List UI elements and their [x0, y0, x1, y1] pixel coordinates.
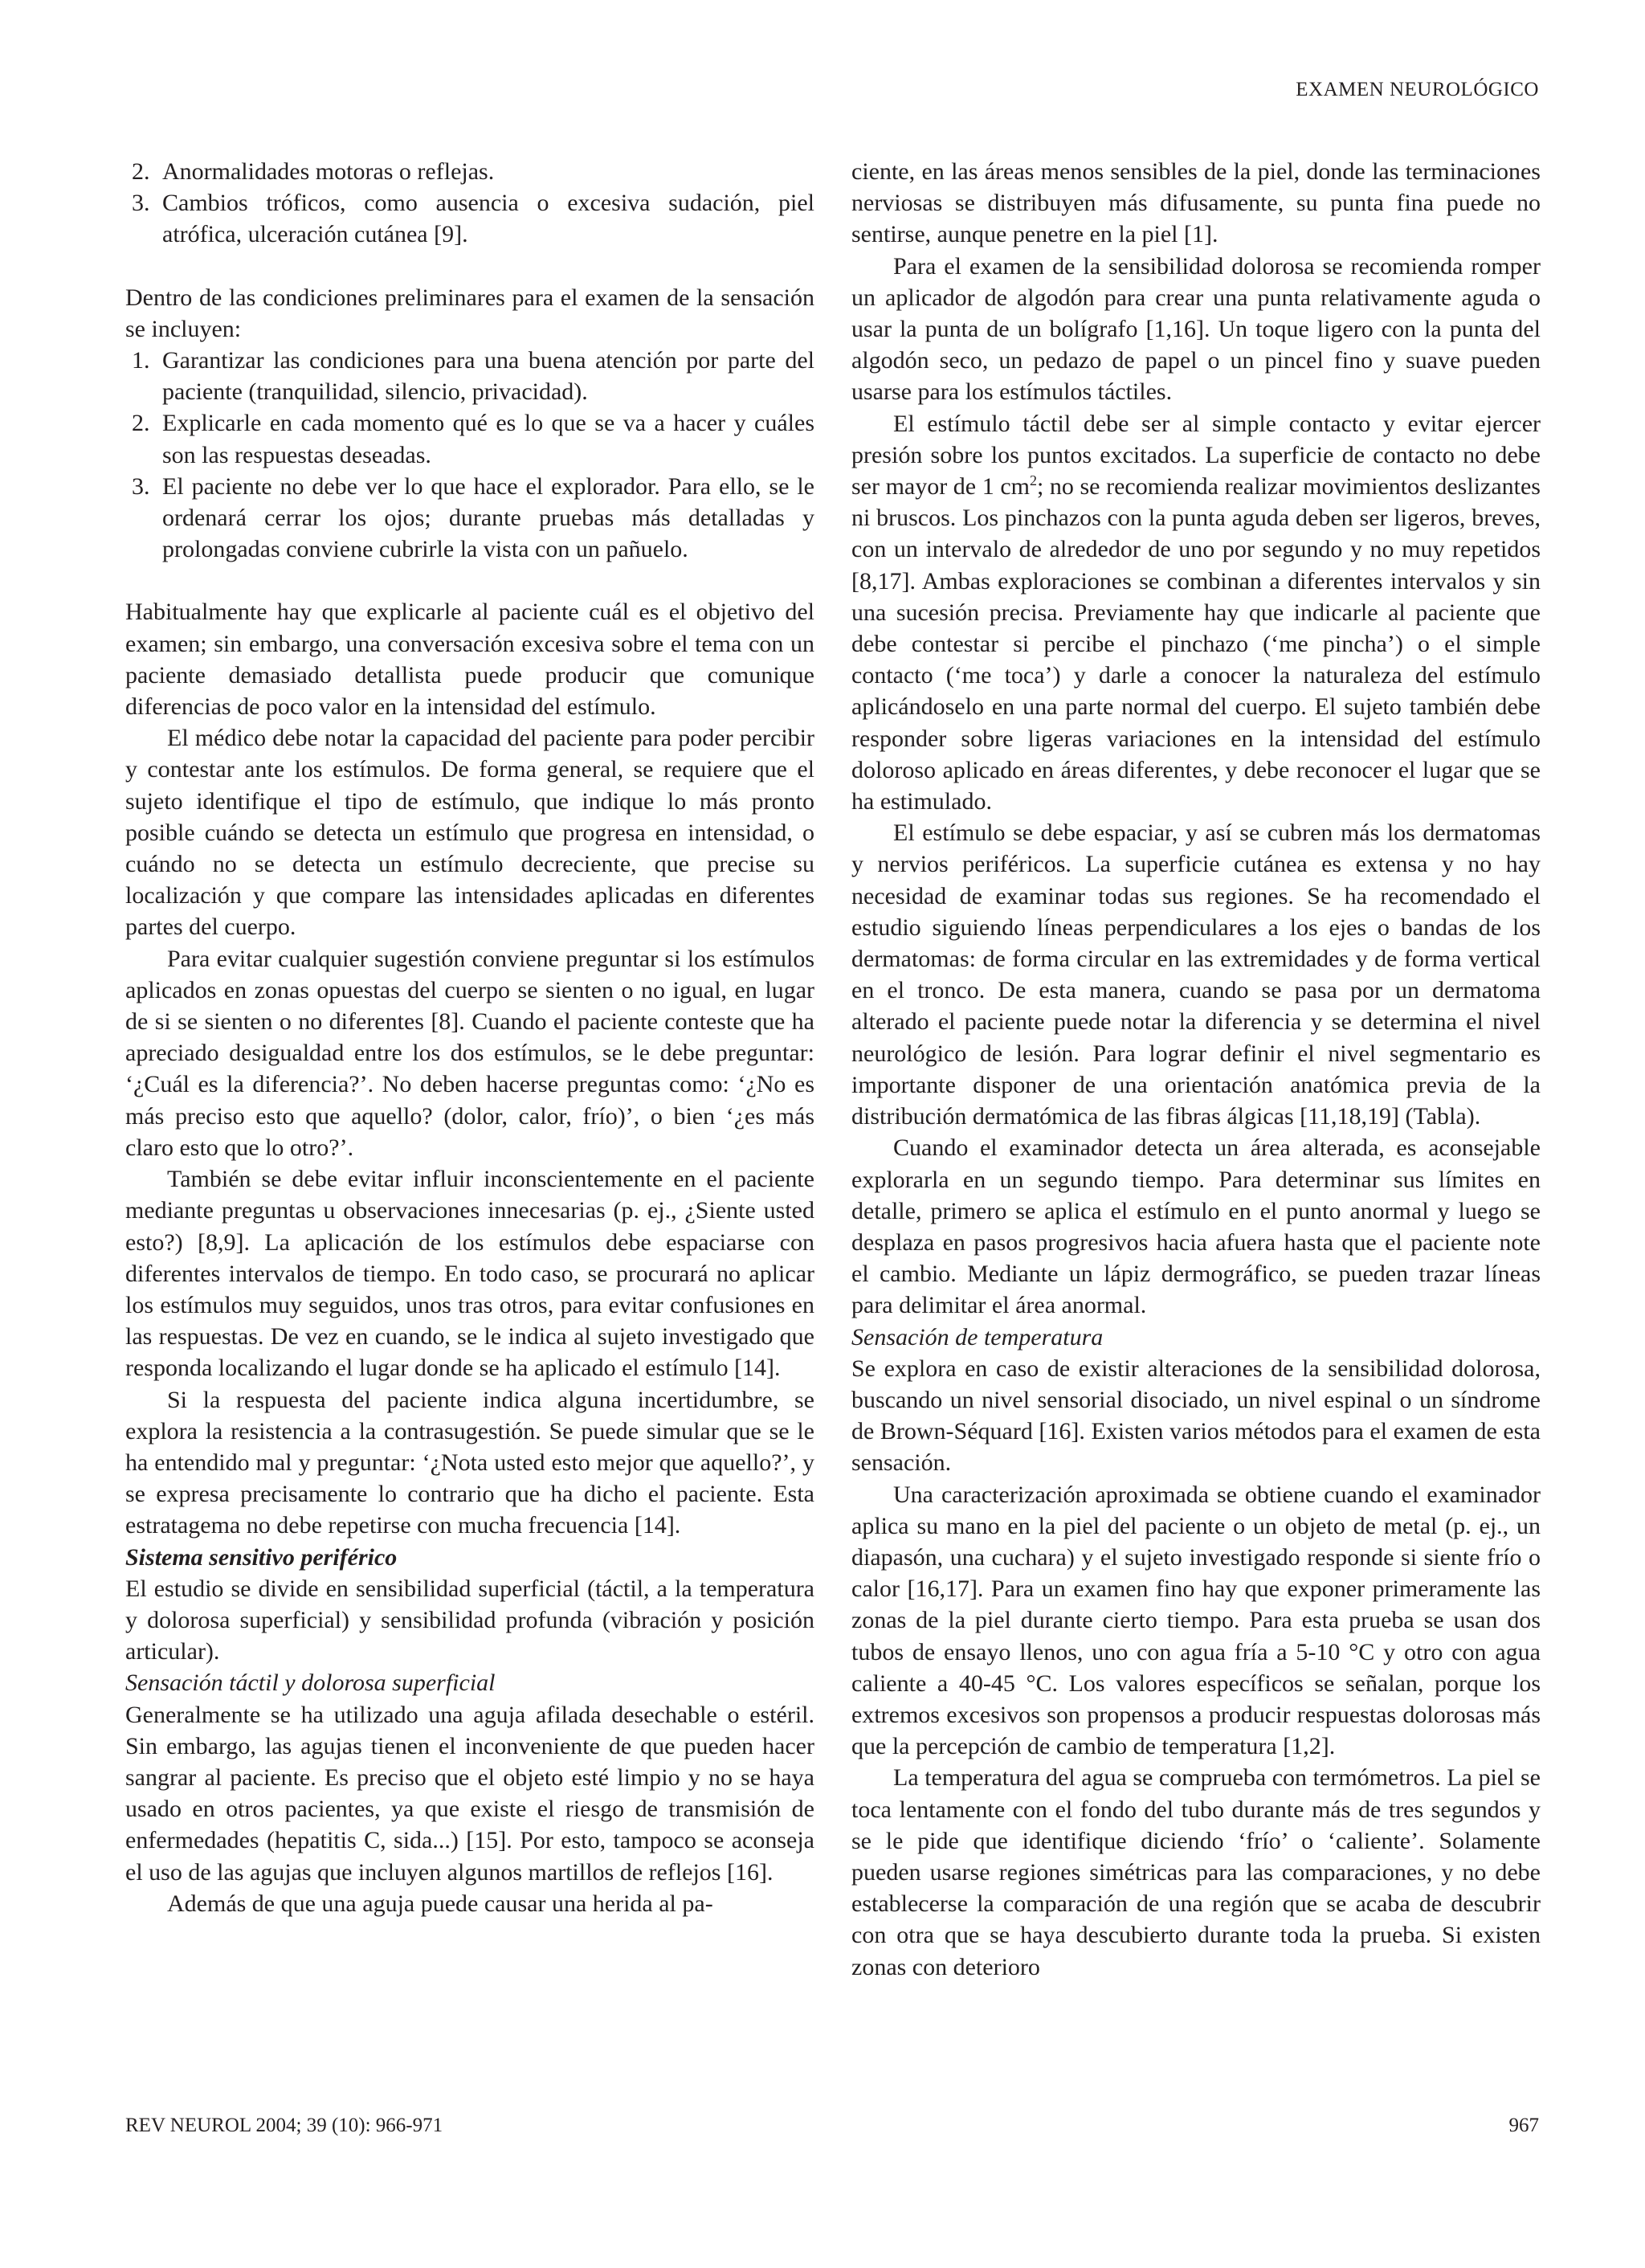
paragraph: Una caracterización aproximada se obtiene cuando el examinador aplica su mano en la piel del paciente o un objeto de metal (p. ej., un diapasón, una cuchara) y el sujeto investigado responde si siente frío o calor [16,17]. Para un examen fino hay que exponer primeramente las zonas de la piel durante cierto tiempo. Para esta prueba se usan dos tubos de ensayo llenos, uno con agua fría a 5-10 °C y otro con agua caliente a 40-45 °C. Los valores específicos se señalan, porque los extremos excesivos son propensos a producir respuestas dolorosas más que la percepción de cambio de temperatura [1,2].: [851, 1481, 1541, 1760]
list-number: 3.: [132, 472, 150, 500]
running-head: EXAMEN NEUROLÓGICO: [1296, 79, 1539, 100]
list-continued: [125, 156, 814, 251]
list-number: 1.: [132, 347, 150, 374]
list-text: Garantizar las condiciones para una buena atención por parte del paciente (tranquilidad, silencio, privacidad).: [162, 347, 814, 406]
subsection-heading: Sensación táctil y dolorosa superficial: [125, 1669, 496, 1697]
list-text: Cambios tróficos, como ausencia o excesiva sudación, piel atrófica, ulceración cutánea [9].: [162, 190, 814, 248]
list-item: [125, 471, 814, 566]
paragraph: Dentro de las condiciones preliminares para el examen de la sensación se incluyen:: [125, 284, 814, 342]
list-item: [125, 156, 814, 187]
conditions-list: [125, 345, 814, 565]
list-text: Anormalidades motoras o reflejas.: [162, 158, 495, 185]
paragraph-text: El estímulo táctil debe ser al simple contacto y evitar ejercer presión sobre los puntos excitados. La superficie de contacto no debe ser mayor de 1 cm: [851, 410, 1541, 501]
paragraph: El estudio se divide en sensibilidad superficial (táctil, a la temperatura y dolorosa superficial) y sensibilidad profunda (vibración y posición articular).: [125, 1575, 814, 1665]
paragraph: Habitualmente hay que explicarle al paciente cuál es el objetivo del examen; sin embargo, una conversación excesiva sobre el tema con un paciente demasiado detallista puede producir que comunique diferencias de poco valor en la intensidad del estímulo.: [125, 599, 814, 721]
paragraph: El médico debe notar la capacidad del paciente para poder percibir y contestar ante los estímulos. De forma general, se requiere que el sujeto identifique el tipo de estímulo, que indique lo más pronto posible cuándo se detecta un estímulo que progresa en intensidad, o cuándo no se detecta un estímulo decreciente, que precise su localización y que compare las intensidades aplicadas en diferentes partes del cuerpo.: [125, 725, 814, 941]
paragraph: La temperatura del agua se comprueba con termómetros. La piel se toca lentamente con el fondo del tubo durante más de tres segundos y se le pide que identifique diciendo ‘frío’ o ‘caliente’. Solamente pueden usarse regiones simétricas para las comparaciones, y no debe establecerse la comparación de una región que se acaba de descubrir con otra que se haya descubierto durante toda la prueba. Si existen zonas con deterioro: [851, 1764, 1541, 1980]
paragraph: Además de que una aguja puede causar una herida al pa-: [167, 1890, 713, 1917]
paragraph: [851, 408, 1541, 818]
section-heading: Sistema sensitivo periférico: [125, 1543, 398, 1571]
list-item: [125, 187, 814, 250]
paragraph: Cuando el examinador detecta un área alterada, es aconsejable explorarla en un segundo tiempo. Para determinar sus límites en detalle, primero se aplica el estímulo en el punto anormal y luego se desplaza en pasos progresivos hacia afuera hasta que el paciente note el cambio. Mediante un lápiz dermográfico, se pueden trazar líneas para delimitar el área anormal.: [851, 1134, 1541, 1319]
list-number: 2.: [132, 158, 150, 185]
page-number: 967: [1508, 2115, 1539, 2136]
paragraph: Generalmente se ha utilizado una aguja afilada desechable o estéril. Sin embargo, las agujas tienen el inconveniente de que pueden hacer sangrar al paciente. Es preciso que el objeto esté limpio y no se haya usado en otros pacientes, ya que existe el riesgo de transmisión de enfermedades (hepatitis C, sida...) [15]. Por esto, tampoco se aconseja el uso de las agujas que incluyen algunos martillos de reflejos [16].: [125, 1701, 814, 1886]
paragraph: Para evitar cualquier sugestión conviene preguntar si los estímulos aplicados en zonas opuestas del cuerpo se sienten o no igual, en lugar de si se sienten o no diferentes [8]. Cuando el paciente conteste que ha apreciado desigualdad entre los dos estímulos, se le debe preguntar: ‘¿Cuál es la diferencia?’. No deben hacerse preguntas como: ‘¿No es más preciso esto que aquello? (dolor, calor, frío)’, o bien ‘¿es más claro esto que lo otro?’.: [125, 945, 814, 1161]
paragraph: Se explora en caso de existir alteraciones de la sensibilidad dolorosa, buscando un nivel sensorial disociado, un nivel espinal o un síndrome de Brown-Séquard [16]. Existen varios métodos para el examen de esta sensación.: [851, 1355, 1541, 1477]
list-text: Explicarle en cada momento qué es lo que se va a hacer y cuáles son las respuestas deseadas.: [162, 410, 814, 468]
paragraph: ciente, en las áreas menos sensibles de la piel, donde las terminaciones nerviosas se distribuyen más difusamente, su punta fina puede no sentirse, aunque penetre en la piel [1].: [851, 158, 1541, 248]
right-column: [851, 156, 1541, 1983]
list-item: [125, 407, 814, 470]
list-number: 3.: [132, 190, 150, 217]
paragraph: El estímulo se debe espaciar, y así se cubren más los dermatomas y nervios periféricos. La superficie cutánea es extensa y no hay necesidad de examinar todas sus regiones. Se ha recomendado el estudio siguiendo líneas perpendiculares a los ejes o bandas de los dermatomas: de forma circular en las extremidades y de forma vertical en el tronco. De esta manera, cuando se pasa por un dermatoma alterado el paciente puede notar la diferencia y se determina el nivel neurológico de lesión. Para lograr definir el nivel segmentario es importante disponer de una orientación anatómica previa de la distribución dermatómica de las fibras álgicas [11,18,19] (Tabla).: [851, 819, 1541, 1130]
list-text: El paciente no debe ver lo que hace el explorador. Para ello, se le ordenará cerrar los ojos; durante pruebas más detalladas y prolongadas conviene cubrirle la vista con un pañuelo.: [162, 472, 814, 563]
paragraph: Si la respuesta del paciente indica alguna incertidumbre, se explora la resistencia a la contrasugestión. Se puede simular que se le ha entendido mal y preguntar: ‘¿Nota usted esto mejor que aquello?’, y se expresa precisamente lo contrario que ha dicho el paciente. Esta estratagema no debe repetirse con mucha frecuencia [14].: [125, 1386, 814, 1539]
paragraph: También se debe evitar influir inconscientemente en el paciente mediante preguntas u observaciones innecesarias (p. ej., ¿Siente usted esto?) [8,9]. La aplicación de los estímulos debe espaciarse con diferentes intervalos de tiempo. En todo caso, se procurará no aplicar los estímulos muy seguidos, unos tras otros, para evitar confusiones en las respuestas. De vez en cuando, se le indica al sujeto investigado que responda localizando el lugar donde se ha aplicado el estímulo [14].: [125, 1166, 814, 1382]
paragraph: Para el examen de la sensibilidad dolorosa se recomienda romper un aplicador de algodón para crear una punta relativamente aguda o usar la punta de un bolígrafo [1,16]. Un toque ligero con la punta del algodón seco, un pedazo de papel o un pincel fino y suave pueden usarse para los estímulos táctiles.: [851, 252, 1541, 406]
list-number: 2.: [132, 410, 150, 437]
paragraph-text: ; no se recomienda realizar movimientos deslizantes ni bruscos. Los pinchazos con la punta aguda deben ser ligeros, breves, con un intervalo de alrededor de uno por segundo y no muy repetidos [8,17]. Ambas exploraciones se combinan a diferentes intervalos y sin una sucesión precisa. Previamente hay que indicarle al paciente que debe contestar si percibe el pinchazo (‘me pincha’) o el simple contacto (‘me toca’) y darle a conocer la naturaleza del estímulo aplicándoselo en una parte normal del cuerpo. El sujeto también debe responder sobre ligeras variaciones en la intensidad del estímulo doloroso aplicado en áreas diferentes, y debe reconocer el lugar que se ha estimulado.: [851, 473, 1541, 815]
list-item: [125, 345, 814, 407]
journal-citation: REV NEUROL 2004; 39 (10): 966-971: [125, 2115, 443, 2136]
subsection-heading: Sensación de temperatura: [851, 1323, 1104, 1351]
superscript: 2: [1029, 472, 1037, 489]
left-column: [125, 156, 814, 1919]
